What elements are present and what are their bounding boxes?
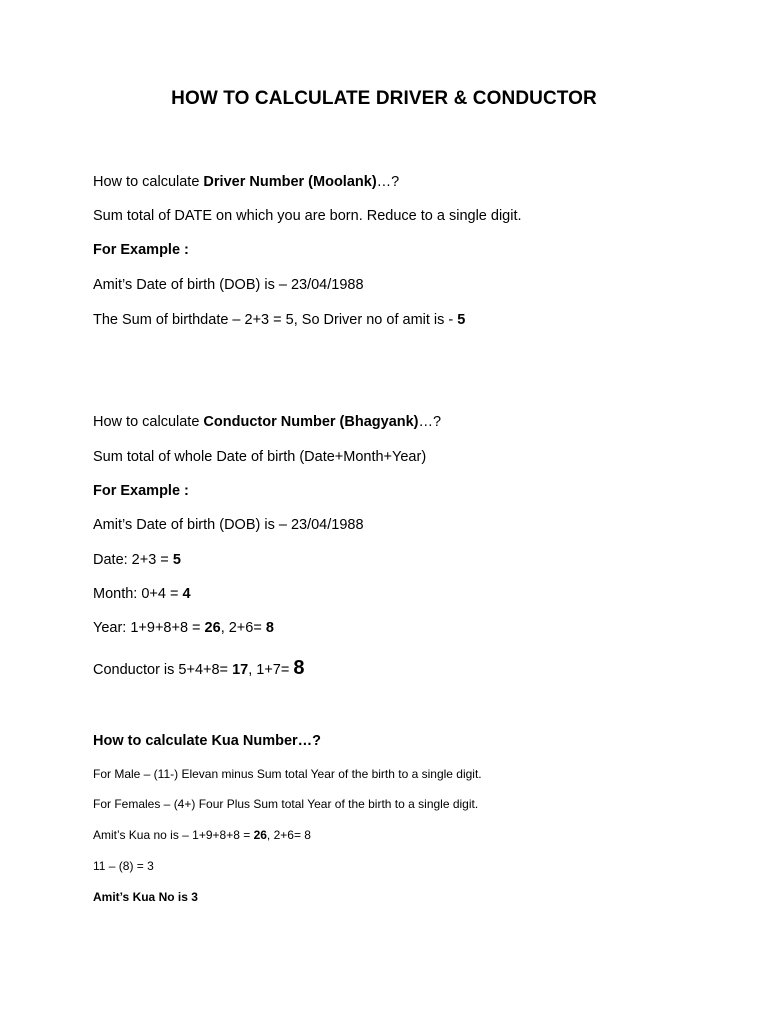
- driver-question-prefix: How to calculate: [93, 174, 204, 190]
- conductor-date: [93, 552, 181, 568]
- kua-calc-mid: , 2+6= 8: [266, 828, 311, 842]
- kua-heading: [93, 733, 321, 749]
- page-title: HOW TO CALCULATE DRIVER & CONDUCTOR: [171, 88, 597, 109]
- kua-male: For Male – (11-) Elevan minus Sum total Year of the birth to a single digit.: [93, 767, 482, 781]
- kua-heading-text: How to calculate Kua Number…?: [93, 733, 322, 749]
- driver-description: Sum total of DATE on which you are born. Reduce to a single digit.: [93, 208, 522, 224]
- driver-question-bold: Driver Number (Moolank): [203, 174, 377, 190]
- kua-calc-sum: 26: [253, 828, 267, 842]
- conductor-question: [93, 414, 441, 430]
- driver-sum: [93, 312, 465, 328]
- conductor-year: [93, 620, 274, 636]
- conductor-date-text: Date: 2+3 =: [93, 552, 173, 568]
- driver-question: [93, 174, 399, 190]
- conductor-question-bold: Conductor Number (Bhagyank): [203, 414, 419, 430]
- conductor-result-text: Conductor is 5+4+8=: [93, 662, 233, 678]
- kua-calc-text: Amit’s Kua no is – 1+9+8+8 =: [93, 828, 254, 842]
- kua-result-text: Amit’s Kua No is 3: [93, 890, 198, 904]
- conductor-result-sum: 17: [232, 662, 249, 678]
- driver-sum-text: The Sum of birthdate – 2+3 = 5, So Driver no of amit is -: [93, 312, 458, 328]
- driver-example-label: [93, 242, 189, 258]
- kua-result: [93, 890, 198, 904]
- driver-question-suffix: …?: [376, 174, 400, 190]
- conductor-year-text: Year: 1+9+8+8 =: [93, 620, 205, 636]
- conductor-year-mid: , 2+6=: [220, 620, 266, 636]
- conductor-dob: Amit’s Date of birth (DOB) is – 23/04/1988: [93, 517, 364, 533]
- conductor-result: [93, 657, 304, 680]
- conductor-description: Sum total of whole Date of birth (Date+Month+Year): [93, 449, 427, 465]
- conductor-year-value: 8: [265, 620, 274, 636]
- conductor-month: [93, 586, 191, 602]
- conductor-month-value: 4: [182, 586, 191, 602]
- conductor-result-value: 8: [293, 657, 305, 679]
- conductor-question-suffix: …?: [418, 414, 442, 430]
- conductor-example-label: [93, 483, 189, 499]
- driver-sum-value: 5: [457, 312, 466, 328]
- conductor-question-prefix: How to calculate: [93, 414, 204, 430]
- kua-calculation: [93, 828, 311, 842]
- conductor-date-value: 5: [172, 552, 181, 568]
- kua-female: For Females – (4+) Four Plus Sum total Year of the birth to a single digit.: [93, 797, 479, 811]
- kua-subtract: 11 – (8) = 3: [93, 859, 154, 873]
- driver-example-label-text: For Example :: [93, 242, 189, 258]
- driver-dob: Amit’s Date of birth (DOB) is – 23/04/1988: [93, 277, 364, 293]
- conductor-result-mid: , 1+7=: [248, 662, 294, 678]
- conductor-month-text: Month: 0+4 =: [93, 586, 183, 602]
- conductor-year-sum: 26: [204, 620, 221, 636]
- conductor-example-label-text: For Example :: [93, 483, 189, 499]
